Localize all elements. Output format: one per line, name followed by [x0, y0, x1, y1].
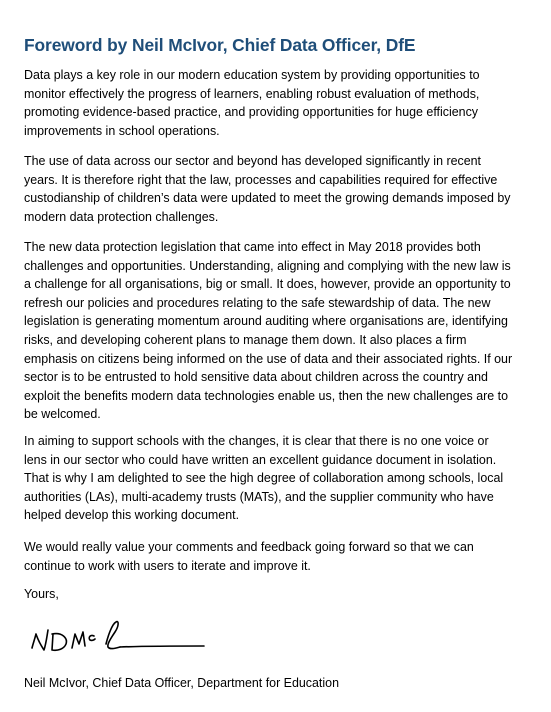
paragraph-line: The new data protection legislation that came into effect in May 2018 provides both [24, 240, 481, 254]
paragraph-line: be welcomed. [24, 407, 101, 422]
paragraph-line: improvements in school operations. [24, 123, 220, 138]
paragraph-line: custodianship of children’s data were updated to meet the growing demands imposed by [24, 191, 511, 206]
paragraph-line: In aiming to support schools with the changes, it is clear that there is no one voice or [24, 434, 489, 448]
paragraph-line: We would really value your comments and feedback going forward so that we can [24, 540, 474, 554]
paragraph-line: monitor effectively the progress of learners, enabling robust evaluation of methods, [24, 86, 480, 101]
paragraph-line: The use of data across our sector and beyond has developed significantly in recent [24, 154, 482, 168]
paragraph-line: legislation is generating momentum around auditing where organisations are, identifying [24, 314, 508, 329]
paragraph-collaboration [24, 432, 503, 525]
paragraph-line: promoting evidence-based practice, and providing opportunities for huge efficiency [24, 105, 479, 120]
paragraph-line: years. It is therefore right that the law, processes and capabilities required for effective [24, 172, 498, 187]
foreword-heading: Foreword by Neil McIvor, Chief Data Officer, DfE [24, 35, 416, 55]
paragraph-line: challenges and opportunities. Understanding, aligning and complying with the new law is [24, 258, 511, 273]
paragraph-line: helped develop this working document. [24, 508, 240, 523]
paragraph-line: That is why I am delighted to see the high degree of collaboration among schools, local [24, 471, 504, 486]
signature-image [28, 614, 228, 666]
paragraph-data-role [24, 66, 480, 140]
paragraph-feedback [24, 538, 474, 575]
paragraph-line: refresh our policies and procedures relating to the safe stewardship of data. The new [24, 295, 491, 310]
signoff-name: Neil McIvor, Chief Data Officer, Department for Education [24, 676, 339, 690]
paragraph-line: exploit the benefits modern data technologies enable us, then the new challenges are to [24, 388, 509, 403]
paragraph-line: modern data protection challenges. [24, 209, 219, 224]
paragraph-line: continue to work with users to iterate and improve it. [24, 558, 311, 573]
paragraph-line: emphasis on citizens being informed on the use of data and their associated rights. If our [24, 351, 513, 366]
paragraph-legislation [24, 238, 512, 424]
paragraph-line: authorities (LAs), multi-academy trusts (MATs), and the supplier community who have [24, 489, 494, 504]
paragraph-data-use [24, 152, 511, 226]
paragraph-line: Data plays a key role in our modern education system by providing opportunities to [24, 68, 480, 82]
paragraph-line: lens in our sector who could have written an excellent guidance document in isolation. [24, 452, 497, 467]
closing-salutation: Yours, [24, 587, 59, 601]
paragraph-line: sector is to be entrusted to hold sensitive data about children across the country and [24, 370, 488, 385]
paragraph-line: risks, and developing coherent plans to manage them down. It also places a firm [24, 332, 467, 347]
paragraph-line: a challenge for all organisations, big or small. It does, however, provide an opportunity to [24, 277, 511, 292]
